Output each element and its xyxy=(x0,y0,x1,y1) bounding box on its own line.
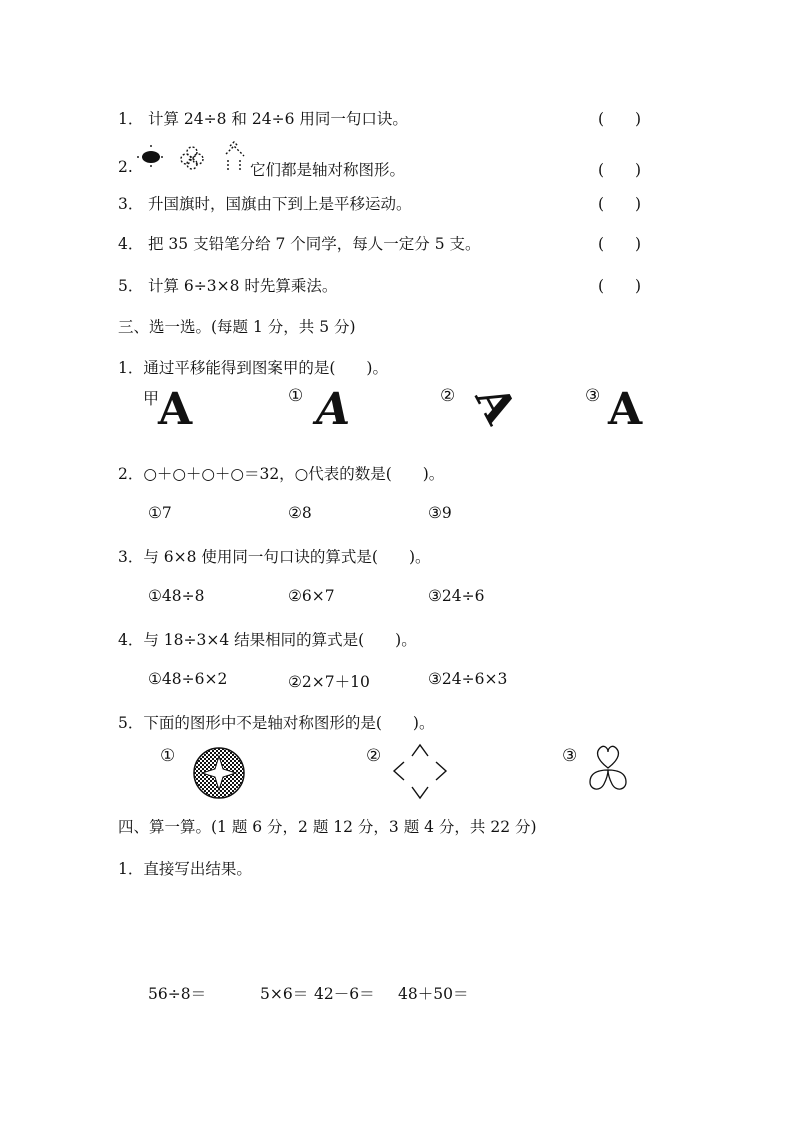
calc-item-3: 42－6＝ xyxy=(314,985,375,1003)
s3-q4-option-1[interactable]: ①48÷6×2 xyxy=(148,670,228,688)
section3-heading: 三、选一选。(每题 1 分，共 5 分) xyxy=(118,318,356,336)
s3-q1-label-1: ① xyxy=(288,386,304,406)
four-arrows-icon xyxy=(390,740,450,802)
judge-item-4-number: 4． xyxy=(118,235,144,253)
calc-item-2: 5×6＝ xyxy=(260,985,309,1003)
s3-q1-label-2: ② xyxy=(440,386,456,406)
judge-item-3-text: 升国旗时，国旗由下到上是平移运动。 xyxy=(148,195,412,213)
s3-q5-label-2: ② xyxy=(366,746,382,766)
judge-item-2-number: 2. xyxy=(118,158,133,176)
letter-a-rotated-icon: A xyxy=(464,377,526,432)
judge-item-1-number: 1． xyxy=(118,110,144,128)
s3-q4-option-3[interactable]: ③24÷6×3 xyxy=(428,670,508,688)
s4-q1-text: 1．直接写出结果。 xyxy=(118,860,252,878)
judge-item-1-text: 计算 24÷8 和 24÷6 用同一句口诀。 xyxy=(148,110,408,128)
s3-q2-option-2[interactable]: ②8 xyxy=(288,504,312,522)
letter-a-icon: A xyxy=(608,384,643,435)
clover-icon xyxy=(582,740,634,798)
judge-item-5-answer-paren[interactable]: ( ) xyxy=(598,277,642,295)
judge-item-5-text: 计算 6÷3×8 时先算乘法。 xyxy=(148,277,338,295)
s3-q1-text: 1．通过平移能得到图案甲的是( )。 xyxy=(118,359,388,377)
patterned-circle-icon xyxy=(192,746,246,800)
judge-item-3-number: 3． xyxy=(118,195,144,213)
judge-item-2-answer-paren[interactable]: ( ) xyxy=(598,161,642,179)
judge-item-2-text: 它们都是轴对称图形。 xyxy=(250,161,406,179)
s3-q1-label-3: ③ xyxy=(585,386,601,406)
letter-a-icon: A xyxy=(158,384,193,435)
judge-item-5-number: 5． xyxy=(118,277,144,295)
sun-cloud-figure-icon xyxy=(134,140,254,176)
s3-q2-option-3[interactable]: ③9 xyxy=(428,504,452,522)
s3-q4-text: 4．与 18÷3×4 结果相同的算式是( )。 xyxy=(118,631,417,649)
s3-q3-option-3[interactable]: ③24÷6 xyxy=(428,587,485,605)
calc-item-4: 48＋50＝ xyxy=(398,985,469,1003)
judge-item-4-answer-paren[interactable]: ( ) xyxy=(598,235,642,253)
s3-q5-text: 5．下面的图形中不是轴对称图形的是( )。 xyxy=(118,714,435,732)
judge-item-3-answer-paren[interactable]: ( ) xyxy=(598,195,642,213)
s3-q2-option-1[interactable]: ①7 xyxy=(148,504,172,522)
calc-item-1: 56÷8＝ xyxy=(148,985,207,1003)
judge-item-1-answer-paren[interactable]: ( ) xyxy=(598,110,642,128)
s3-q3-option-2[interactable]: ②6×7 xyxy=(288,587,335,605)
s3-q1-label-jia: 甲 xyxy=(143,389,160,408)
letter-a-slanted-icon: A xyxy=(316,384,351,435)
section4-heading: 四、算一算。(1 题 6 分，2 题 12 分，3 题 4 分，共 22 分) xyxy=(118,818,537,836)
s3-q4-option-2[interactable]: ②2×7＋10 xyxy=(288,673,370,691)
judge-item-4-text: 把 35 支铅笔分给 7 个同学，每人一定分 5 支。 xyxy=(148,235,481,253)
s3-q3-option-1[interactable]: ①48÷8 xyxy=(148,587,205,605)
s3-q2-text: 2．○＋○＋○＋○＝32，○代表的数是( )。 xyxy=(118,465,445,483)
s3-q5-label-3: ③ xyxy=(562,746,578,766)
s3-q3-text: 3．与 6×8 使用同一句口诀的算式是( )。 xyxy=(118,548,431,566)
s3-q5-label-1: ① xyxy=(160,746,176,766)
